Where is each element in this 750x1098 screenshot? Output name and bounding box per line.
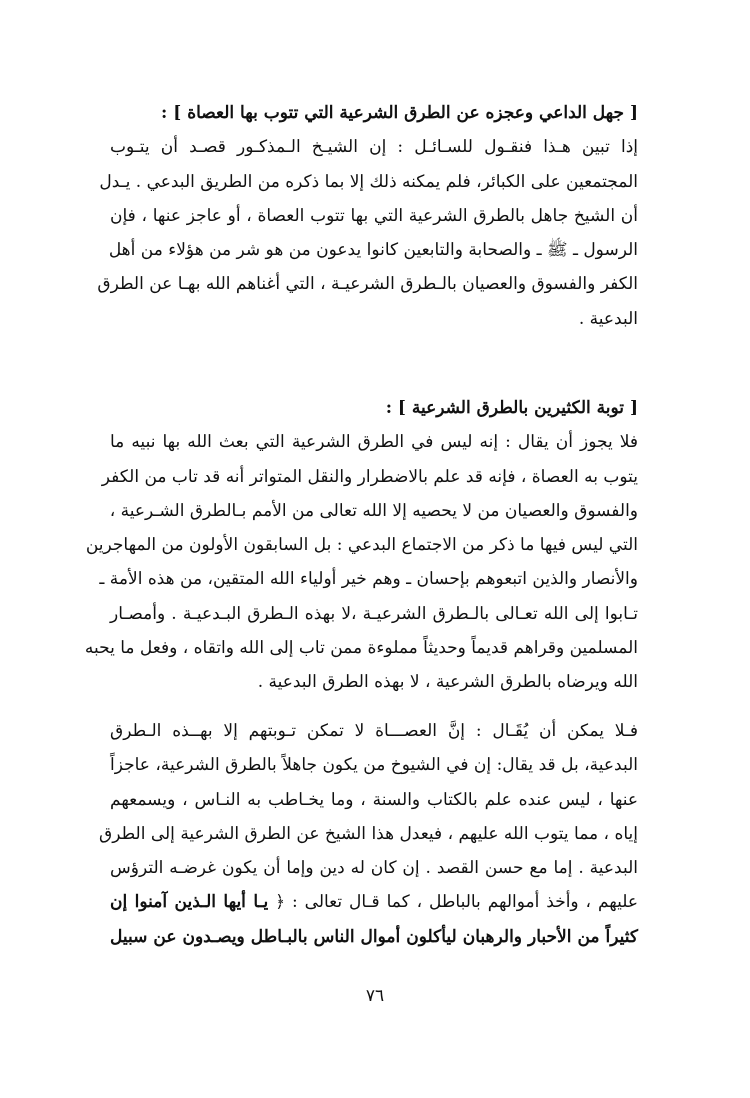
section-1 <box>97 96 638 336</box>
section-2-line-6: تـابوا إلى الله تعـالى بالـطرق الشرعيـة ،لا بهذه الـطرق البـدعيـة . وأمصـار <box>110 603 638 624</box>
section-2-line-4: التي ليس فيها ما ذكر من الاجتماع البدعي : بل السابقون الأولون من المهاجرين <box>85 535 638 556</box>
section-3-line-5: البدعية . إما مع حسن القصد . إن كان له دين وإما أن يكون غرضـه الترؤس <box>110 858 638 879</box>
section-1-line-5: الكفر والفسوق والعصيان بالـطرق الشرعيـة ، التي أغناهم الله بهـا عن الطرق <box>97 274 638 295</box>
section-1-line-3: أن الشيخ جاهل بالطرق الشرعية التي بها تتوب العصاة ، أو عاجز عنها ، فإن <box>110 205 638 226</box>
section-2-line-3: والفسوق والعصيان من لا يحصيه إلا الله تعالى من الأمم بـالطرق الشـرعية ، <box>109 500 638 521</box>
section-1-line-6: البدعية . <box>578 308 638 329</box>
section-1-heading: [ جهل الداعي وعجزه عن الطرق الشرعية التي تتوب بها العصاة ] : <box>161 103 638 123</box>
section-2-line-8: الله ويرضاه بالطرق الشرعية ، لا بهذه الطرق البدعية . <box>257 672 638 693</box>
section-2 <box>84 391 638 700</box>
page-number: ٧٦ <box>365 986 385 1006</box>
section-3-line-6 <box>110 885 638 919</box>
section-2-line-7: المسلمين وقراهم قديماً وحديثاً مملوءة ممن تاب إلى الله واتقاه ، وفعل ما يحبه <box>84 638 638 659</box>
quran-quote-line: كثيراً من الأحبار والرهبان ليأكلون أموال الناس بالبـاطل ويصـدون عن سبيل <box>110 926 638 947</box>
section-3-line-4: إياه ، مما يتوب الله عليهم ، فيعدل هذا الشيخ عن الطرق الشرعية إلى الطرق <box>99 823 638 844</box>
section-3-line-3: عنها ، ليس عنده علم بالكتاب والسنة ، وما يخـاطب به النـاس ، ويسمعهم <box>110 789 638 810</box>
section-2-line-5: والأنصار والذين اتبعوهم بإحسان ـ وهم خير أولياء الله المتقين، من هذه الأمة ـ <box>99 569 638 590</box>
quran-quote-start: يـا أيها الـذين آمنوا إن <box>110 892 269 913</box>
section-3 <box>99 714 638 954</box>
section-3-line-1: فـلا يمكن أن يُقَـال : إنَّ العصـــاة لا تمكن تـوبتهم إلا بهــذه الـطرق <box>110 721 638 741</box>
section-2-line-2: يتوب به العصاة ، فإنه قد علم بالاضطرار والنقل المتواتر أنه قد تاب من الكفر <box>101 466 638 487</box>
section-3-line-6-normal: عليهم ، وأخذ أموالهم بالباطل ، كما قـال تعالى : ﴿ <box>275 892 638 913</box>
section-2-heading: [ توبة الكثيرين بالطرق الشرعية ] : <box>385 398 638 418</box>
section-1-line-1: إذا تبين هـذا فنقـول للسـائـل : إن الشيـخ الـمذكـور قصـد أن يتـوب <box>110 137 638 158</box>
section-1-line-4: الرسول ـ ﷺ ـ والصحابة والتابعين كانوا يدعون من هو شر من هؤلاء من أهل <box>108 240 638 261</box>
section-2-line-1: فلا يجوز أن يقال : إنه ليس في الطرق الشرعية التي بعث الله بها نبيه ما <box>110 432 638 453</box>
section-1-line-2: المجتمعين على الكبائر، فلم يمكنه ذلك إلا بما ذكره من الطريق البدعي . يـدل <box>99 171 638 192</box>
section-3-line-2: البدعية، بل قد يقال: إن في الشيوخ من يكون جاهلاً بالطرق الشرعية، عاجزاً <box>110 755 638 776</box>
